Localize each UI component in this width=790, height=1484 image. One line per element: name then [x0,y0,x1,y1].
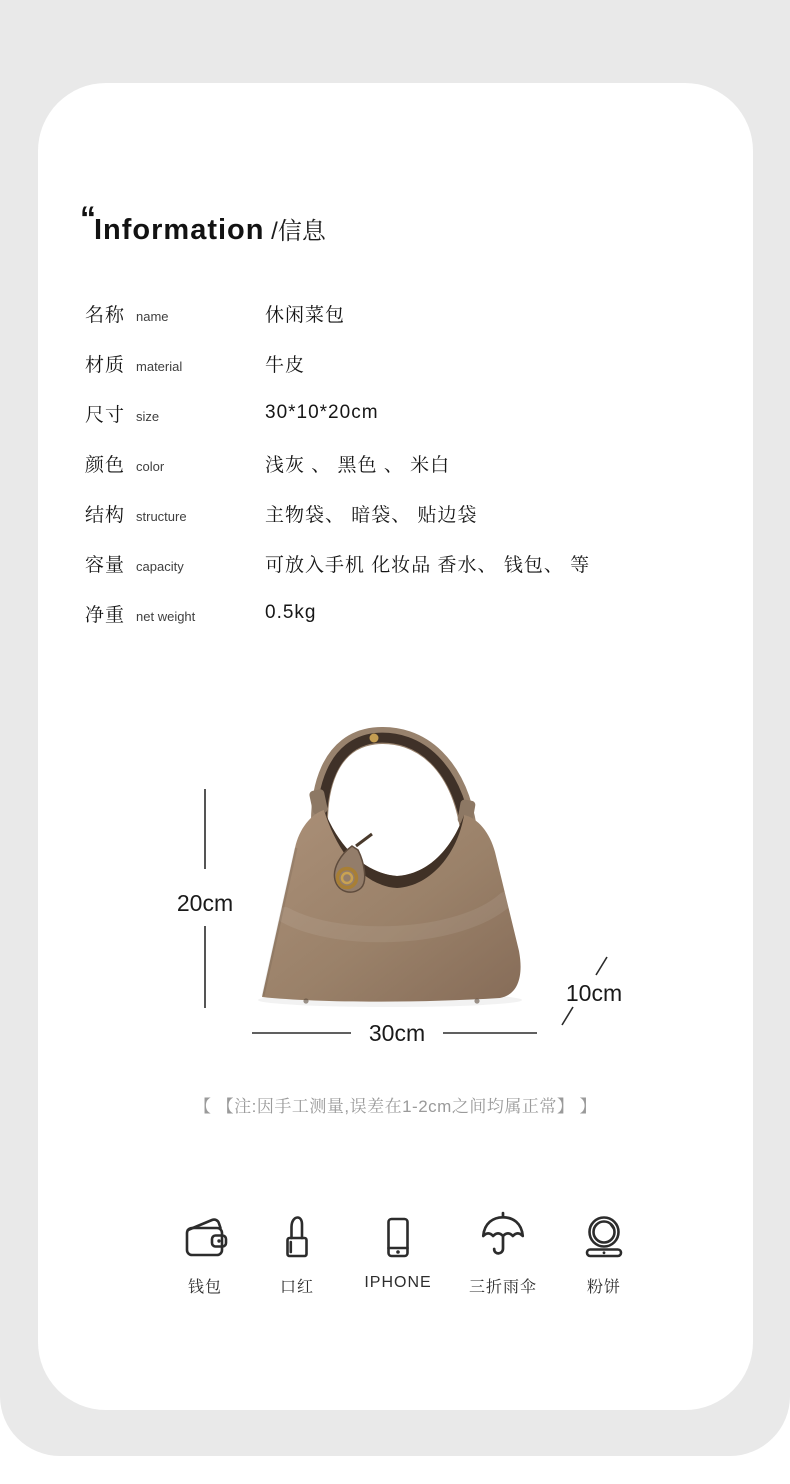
handbag-photo [258,734,522,1008]
spec-value: 牛皮 [265,354,306,376]
spec-value: 可放入手机 化妆品 香水、 钱包、 等 [265,554,591,576]
spec-value: 主物袋、 暗袋、 贴边袋 [265,504,478,526]
capacity-item-iphone [338,1209,458,1292]
spec-value: 浅灰 、 黑色 、 米白 [265,454,451,476]
spec-row-color [85,438,695,488]
spec-row-structure [85,488,695,538]
title-english: Information [94,214,265,246]
spec-label-zh: 名称 [85,304,126,326]
spec-label-zh: 颜色 [85,454,126,476]
section-title [80,200,326,247]
bag-body [262,810,521,1002]
spec-row-name [85,288,695,338]
spec-label-zh: 容量 [85,554,126,576]
powder-compact-icon [544,1209,664,1263]
spec-label-en: size [136,408,160,424]
spec-value: 30*10*20cm [265,402,379,423]
width-dimension-label: 30cm [368,1020,426,1046]
product-figure [150,715,670,1060]
spec-label-en: color [136,458,165,474]
spec-label-en: material [136,358,183,374]
spec-row-net-weight [85,588,695,638]
capacity-item-label: 三折雨伞 [468,1279,537,1296]
capacity-item-compact [544,1209,664,1297]
spec-table [85,288,695,638]
spec-label-zh: 净重 [85,604,126,626]
strap-inner [322,738,468,848]
spec-label-zh: 结构 [85,504,126,526]
spec-label-en: structure [136,508,187,524]
spec-row-material [85,338,695,388]
spec-label-en: net weight [136,608,196,624]
measurement-note: 【 【注:因手工测量,误差在1-2cm之间均属正常】 】 [193,1097,598,1116]
capacity-item-label: IPHONE [364,1274,432,1291]
spec-row-capacity [85,538,695,588]
spec-row-size [85,388,695,438]
spec-label-en: name [136,308,169,324]
spec-label-zh: 材质 [85,354,126,376]
spec-label-zh: 尺寸 [85,404,126,426]
iphone-icon [338,1209,458,1263]
spec-value: 0.5kg [265,602,317,623]
spec-value: 休闲菜包 [265,304,346,326]
decorative-quote: “ [80,200,94,236]
title-chinese: /信息 [264,218,326,245]
capacity-item-label: 粉饼 [586,1279,621,1296]
gold-stud [370,734,379,743]
depth-dimension-label: 10cm [565,980,623,1006]
capacity-item-label: 口红 [279,1279,314,1296]
height-dimension-label: 20cm [176,890,234,916]
capacity-item-label: 钱包 [187,1279,222,1296]
spec-label-en: capacity [136,558,184,574]
